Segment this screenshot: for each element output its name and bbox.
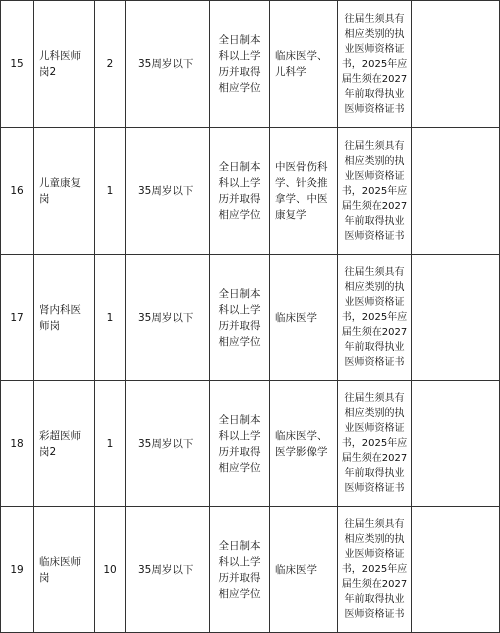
education-requirement: 全日制本科以上学历并取得相应学位 xyxy=(210,507,270,633)
major-requirement: 临床医学 xyxy=(270,507,338,633)
other-requirement: 往届生须具有相应类别的执业医师资格证书，2025年应届生须在2027年前取得执业医师资格证书 xyxy=(338,128,412,255)
other-requirement: 往届生须具有相应类别的执业医师资格证书，2025年应届生须在2027年前取得执业医师资格证书 xyxy=(338,507,412,633)
post-name: 儿童康复岗 xyxy=(34,128,95,255)
row-number: 18 xyxy=(1,381,34,507)
table-row xyxy=(1,255,500,381)
table-row xyxy=(1,128,500,255)
hire-count: 10 xyxy=(95,507,126,633)
education-requirement: 全日制本科以上学历并取得相应学位 xyxy=(210,1,270,128)
age-requirement: 35周岁以下 xyxy=(126,128,210,255)
note-cell xyxy=(412,128,500,255)
row-number: 19 xyxy=(1,507,34,633)
post-name: 临床医师岗 xyxy=(34,507,95,633)
age-requirement: 35周岁以下 xyxy=(126,381,210,507)
age-requirement: 35周岁以下 xyxy=(126,1,210,128)
other-requirement: 往届生须具有相应类别的执业医师资格证书，2025年应届生须在2027年前取得执业医师资格证书 xyxy=(338,255,412,381)
education-requirement: 全日制本科以上学历并取得相应学位 xyxy=(210,381,270,507)
age-requirement: 35周岁以下 xyxy=(126,507,210,633)
table-row xyxy=(1,381,500,507)
hire-count: 1 xyxy=(95,381,126,507)
other-requirement: 往届生须具有相应类别的执业医师资格证书，2025年应届生须在2027年前取得执业医师资格证书 xyxy=(338,381,412,507)
row-number: 15 xyxy=(1,1,34,128)
age-requirement: 35周岁以下 xyxy=(126,255,210,381)
post-name: 肾内科医师岗 xyxy=(34,255,95,381)
hire-count: 2 xyxy=(95,1,126,128)
note-cell xyxy=(412,381,500,507)
major-requirement: 临床医学、医学影像学 xyxy=(270,381,338,507)
row-number: 16 xyxy=(1,128,34,255)
table-row xyxy=(1,1,500,128)
hire-count: 1 xyxy=(95,255,126,381)
note-cell xyxy=(412,255,500,381)
major-requirement: 临床医学、儿科学 xyxy=(270,1,338,128)
post-name: 儿科医师岗2 xyxy=(34,1,95,128)
hire-count: 1 xyxy=(95,128,126,255)
table-row xyxy=(1,507,500,633)
note-cell xyxy=(412,507,500,633)
post-name: 彩超医师岗2 xyxy=(34,381,95,507)
major-requirement: 临床医学 xyxy=(270,255,338,381)
education-requirement: 全日制本科以上学历并取得相应学位 xyxy=(210,255,270,381)
education-requirement: 全日制本科以上学历并取得相应学位 xyxy=(210,128,270,255)
note-cell xyxy=(412,1,500,128)
other-requirement: 往届生须具有相应类别的执业医师资格证书，2025年应届生须在2027年前取得执业医师资格证书 xyxy=(338,1,412,128)
major-requirement: 中医骨伤科学、针灸推拿学、中医康复学 xyxy=(270,128,338,255)
row-number: 17 xyxy=(1,255,34,381)
